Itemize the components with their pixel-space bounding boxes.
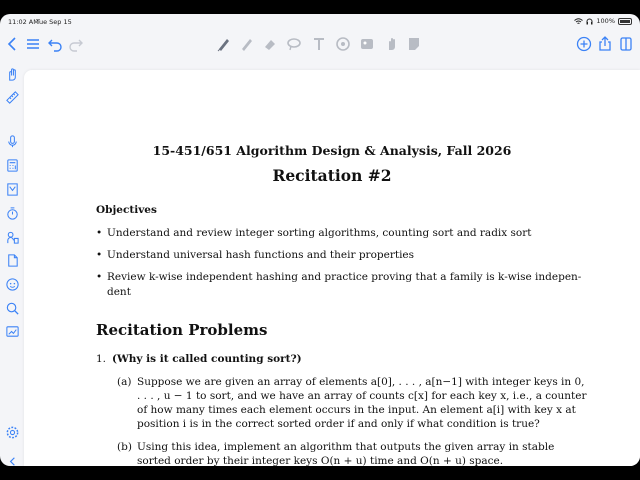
ruler-icon[interactable] [3,88,21,106]
share-icon[interactable] [595,34,615,54]
image-icon[interactable] [357,34,377,54]
problems-heading: Recitation Problems [96,321,268,339]
hand-icon[interactable] [382,34,402,54]
wifi-icon [574,18,583,25]
search-icon[interactable] [3,299,21,317]
more-icon[interactable] [616,34,636,54]
add-icon[interactable] [574,34,594,54]
part-text: Suppose we are given an array of elements a[0], . . . , a[n−1] with integer keys in 0, . . . , u − 1 to sort, and we have an array of counts c[x] for each key x, i.e., a counter of how many times each element occurs in the input. An element a[i] with key x at position i is in the correct sorted order if and only if what condition is true? [137,376,587,430]
sidebar-hand-icon[interactable] [3,65,21,83]
flowchart-icon[interactable] [3,228,21,246]
recitation-title: Recitation #2 [272,166,392,185]
back-icon[interactable] [3,34,23,54]
mic-icon[interactable] [3,132,21,150]
document-icon[interactable] [3,251,21,269]
collapse-icon[interactable] [3,452,21,466]
pencil-icon[interactable] [237,34,257,54]
problem-title: (Why is it called counting sort?) [112,353,302,365]
problem-part-b [117,440,587,466]
list-icon[interactable] [23,34,43,54]
headphones-icon [586,18,593,25]
objective-item: • Understand and review integer sorting algorithms, counting sort and radix sort [96,226,586,241]
emoji-icon[interactable] [3,275,21,293]
app-screen [0,14,640,466]
lasso-icon[interactable] [284,34,304,54]
objectives-heading: Objectives [96,204,157,216]
calculator-icon[interactable] [3,156,21,174]
eraser-icon[interactable] [260,34,280,54]
objective-text: Understand and review integer sorting algorithms, counting sort and radix sort [107,227,532,239]
gear-icon[interactable] [3,423,21,441]
shapes-icon[interactable] [333,34,353,54]
status-right [574,17,632,25]
problem-number: 1. [96,353,107,365]
objective-text: Understand universal hash functions and their properties [107,249,415,261]
toolbar [0,30,640,58]
objective-item: • Review k-wise independent hashing and practice proving that a family is k-wise indepen- dent [96,270,586,300]
objective-text: Review k-wise independent hashing and practice proving that a family is k-wise indepen- dent [107,271,582,298]
part-label: (b) [117,441,132,453]
book-icon[interactable] [3,180,21,198]
battery-icon [618,18,632,25]
pen-icon[interactable] [214,34,234,54]
part-label: (a) [117,376,132,388]
text-icon[interactable] [309,34,329,54]
status-date: Tue Sep 15 [36,18,72,26]
battery-percent: 100% [596,17,615,25]
document-page[interactable] [24,70,640,466]
sidebar [0,62,24,466]
timer-icon[interactable] [3,204,21,222]
objective-item: • Understand universal hash functions and their properties [96,248,586,263]
status-bar [0,14,640,30]
part-text: Using this idea, implement an algorithm that outputs the given array in stable sorted order by their integer keys O(n + u) time and O(n + u) space. [137,441,555,466]
problem-part-a [117,375,587,431]
course-title: 15-451/651 Algorithm Design & Analysis, Fall 2026 [152,143,512,158]
chart-icon[interactable] [3,322,21,340]
undo-icon[interactable] [45,34,65,54]
sticky-icon[interactable] [404,34,424,54]
status-time: 11:02 AM [8,18,39,26]
redo-icon[interactable] [66,34,86,54]
